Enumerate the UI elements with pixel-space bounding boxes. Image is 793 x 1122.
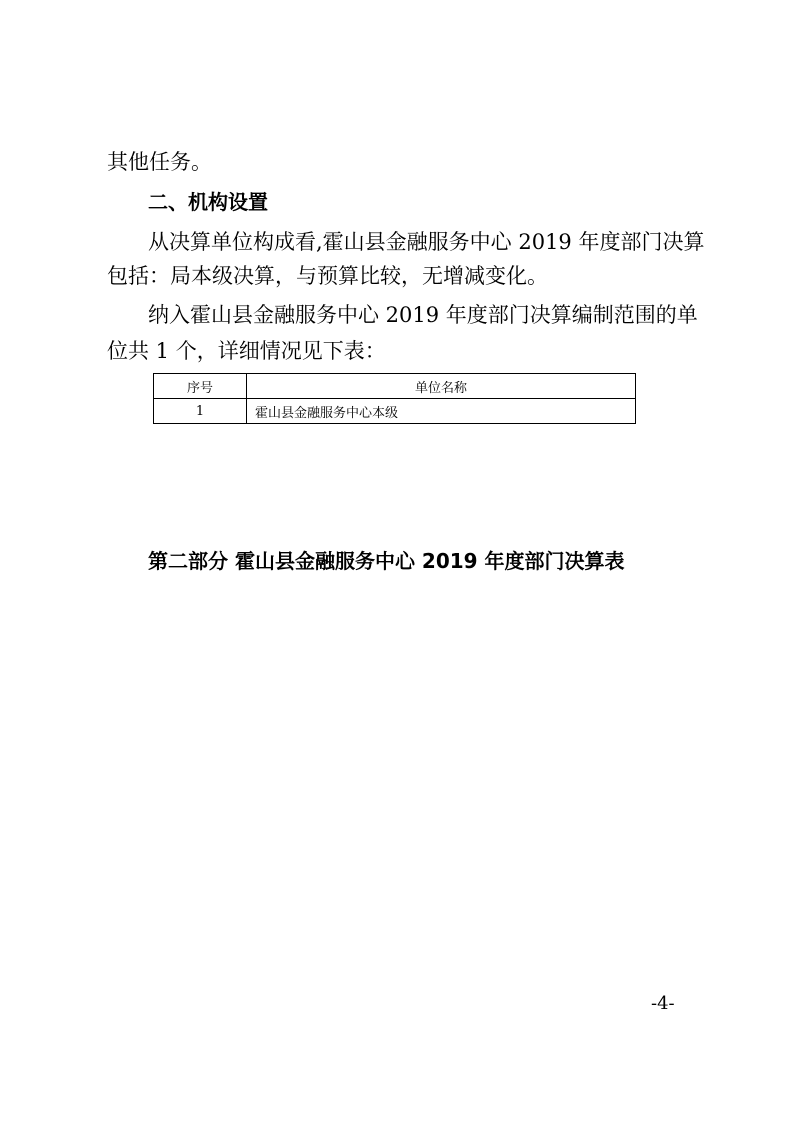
section-heading: 二、机构设置 [148,190,268,214]
table-header-row [154,374,636,399]
paragraph-line: 从决算单位构成看,霍山县金融服务中心 2019 年度部门决算 [148,230,705,254]
paragraph-line: 位共 1 个，详细情况见下表： [107,339,386,363]
unit-table [153,373,636,424]
body-text-line: 其他任务。 [107,150,212,174]
table-row [154,399,636,424]
header-cell-unit-name: 单位名称 [247,374,636,399]
cell-index: 1 [154,399,247,424]
page-number: -4- [651,993,675,1014]
header-cell-index: 序号 [154,374,247,399]
paragraph-line: 包括：局本级决算，与预算比较，无增减变化。 [107,264,548,288]
cell-unit-name: 霍山县金融服务中心本级 [247,399,636,424]
paragraph-line: 纳入霍山县金融服务中心 2019 年度部门决算编制范围的单 [148,303,698,327]
part-heading: 第二部分 霍山县金融服务中心 2019 年度部门决算表 [148,549,625,573]
